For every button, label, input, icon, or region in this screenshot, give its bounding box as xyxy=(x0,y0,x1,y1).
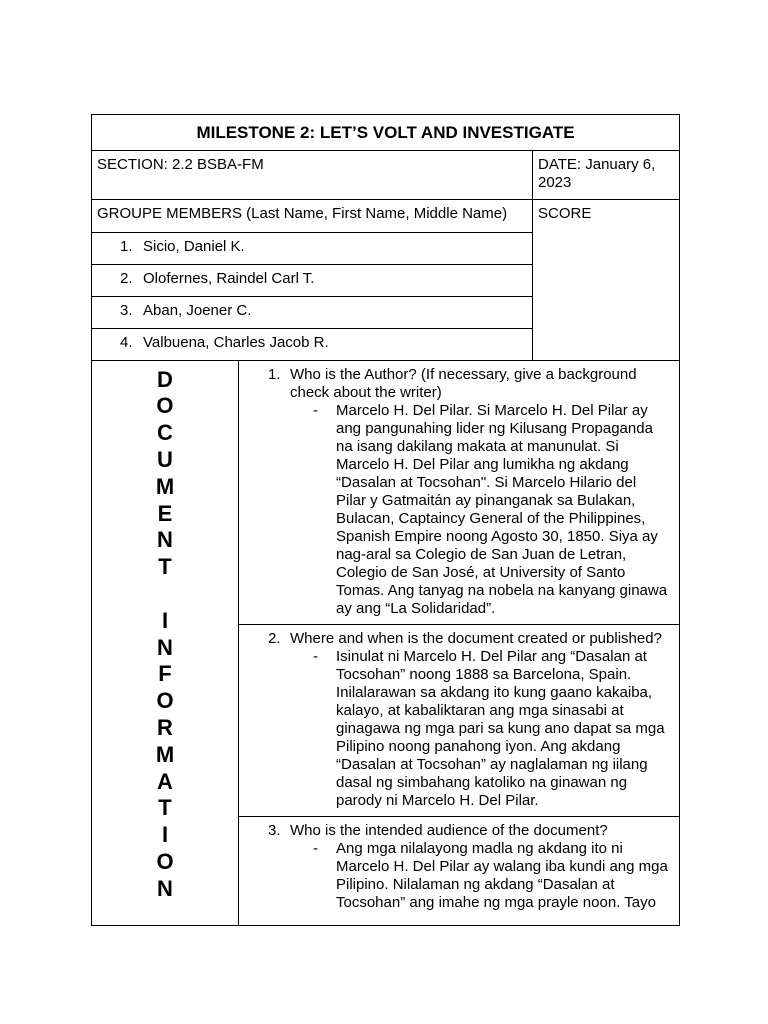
member-name: Sicio, Daniel K. xyxy=(143,238,245,255)
answer-line: Pilipino. Nilalaman ng akdang “Dasalan at xyxy=(336,876,615,893)
answer-line: Bulacan, Captaincy General of the Philippines, xyxy=(336,510,646,527)
member-item xyxy=(92,302,532,320)
answer-line: kalayo, at kabaliktaran ang mga sinasabi at xyxy=(336,702,624,719)
answer-line: Spanish Empire noong Agosto 30, 1850. Siya ay xyxy=(336,528,658,545)
group-members-header: GROUPE MEMBERS (Last Name, First Name, Middle Name) xyxy=(91,199,533,233)
member-row xyxy=(91,264,533,297)
answer xyxy=(239,840,679,912)
answer xyxy=(239,402,679,618)
question-text-line: check about the writer) xyxy=(290,384,442,401)
answer-line: Pilar y Gatmaitán ay pinanganak sa Bulakan, xyxy=(336,492,636,509)
answer-line: parody ni Marcelo H. Del Pilar. xyxy=(336,792,539,809)
answer-line: Tomas. Ang tanyag na nobela na kanyang ginawa xyxy=(336,582,668,599)
member-row xyxy=(91,328,533,361)
milestone-title: MILESTONE 2: LET’S VOLT AND INVESTIGATE xyxy=(91,114,680,151)
question-text-line: Who is the Author? (If necessary, give a background xyxy=(290,366,637,383)
answer-line: na isang dakilang makata at manunulat. Si xyxy=(336,438,619,455)
bullet-dash: - xyxy=(313,402,318,419)
bullet-dash: - xyxy=(313,840,318,857)
answer-line: Marcelo H. Del Pilar. Si Marcelo H. Del Pilar ay xyxy=(336,402,648,419)
member-item xyxy=(92,334,532,352)
answer-line: ginagawa ng mga pari sa kung ano dapat sa mga xyxy=(336,720,665,737)
member-item xyxy=(92,238,532,256)
answer-line: ang pangunahing lider ng Kilusang Propaganda xyxy=(336,420,653,437)
side-label-word: DOCUMENT xyxy=(155,366,175,580)
section-field: SECTION: 2.2 BSBA-FM xyxy=(91,150,533,200)
question xyxy=(239,366,679,402)
member-name: Aban, Joener C. xyxy=(143,302,252,319)
question-text-line: Who is the intended audience of the document? xyxy=(290,822,608,839)
question-number: 3. xyxy=(268,822,281,839)
member-number: 3. xyxy=(120,302,133,319)
score-field xyxy=(532,199,680,361)
member-item xyxy=(92,270,532,288)
document-information-column xyxy=(91,360,239,926)
answer-line: Marcelo H. Del Pilar ay walang iba kundi ang mga xyxy=(336,858,668,875)
date-line: 2023 xyxy=(538,174,572,191)
answer-line: ay ang “La Solidaridad”. xyxy=(336,600,496,617)
side-label-word: INFORMATION xyxy=(155,607,175,901)
answer-line: Tocsohan” ang imahe ng mga prayle noon. Tayo xyxy=(336,894,656,911)
date-line: DATE: January 6, xyxy=(538,156,656,173)
question-number: 1. xyxy=(268,366,281,383)
member-row xyxy=(91,296,533,329)
date-field xyxy=(532,150,680,200)
score-label: SCORE xyxy=(538,205,592,222)
question-text-line: Where and when is the document created or published? xyxy=(290,630,662,647)
member-number: 4. xyxy=(120,334,133,351)
answer-line: “Dasalan at Tocsohan". Si Marcelo Hilario del xyxy=(336,474,637,491)
answer-line: Colegio de San José, at University of Santo xyxy=(336,564,626,581)
question-cell xyxy=(238,816,680,926)
question-cell xyxy=(238,624,680,817)
question xyxy=(239,822,679,840)
answer-line: nag-aral sa Colegio de San Juan de Letran, xyxy=(336,546,627,563)
answer-line: “Dasalan at Tocsohan” ay naglalaman ng iilang xyxy=(336,756,648,773)
question-cell xyxy=(238,360,680,625)
member-name: Valbuena, Charles Jacob R. xyxy=(143,334,329,351)
answer xyxy=(239,648,679,810)
member-number: 1. xyxy=(120,238,133,255)
answer-line: Ang mga nilalayong madla ng akdang ito ni xyxy=(336,840,623,857)
bullet-dash: - xyxy=(313,648,318,665)
member-row xyxy=(91,232,533,265)
member-name: Olofernes, Raindel Carl T. xyxy=(143,270,315,287)
answer-line: Tocsohan” noong 1888 sa Barcelona, Spain. xyxy=(336,666,632,683)
member-number: 2. xyxy=(120,270,133,287)
answer-line: dasal ng simbahang katoliko na ginawan ng xyxy=(336,774,628,791)
answer-line: Marcelo H. Del Pilar ang lumikha ng akdang xyxy=(336,456,629,473)
answer-line: Isinulat ni Marcelo H. Del Pilar ang “Dasalan at xyxy=(336,648,647,665)
question-number: 2. xyxy=(268,630,281,647)
answer-line: Inilalarawan sa akdang ito kung gaano kakaiba, xyxy=(336,684,653,701)
answer-line: Pilipino noong panahong iyon. Ang akdang xyxy=(336,738,621,755)
question xyxy=(239,630,679,648)
